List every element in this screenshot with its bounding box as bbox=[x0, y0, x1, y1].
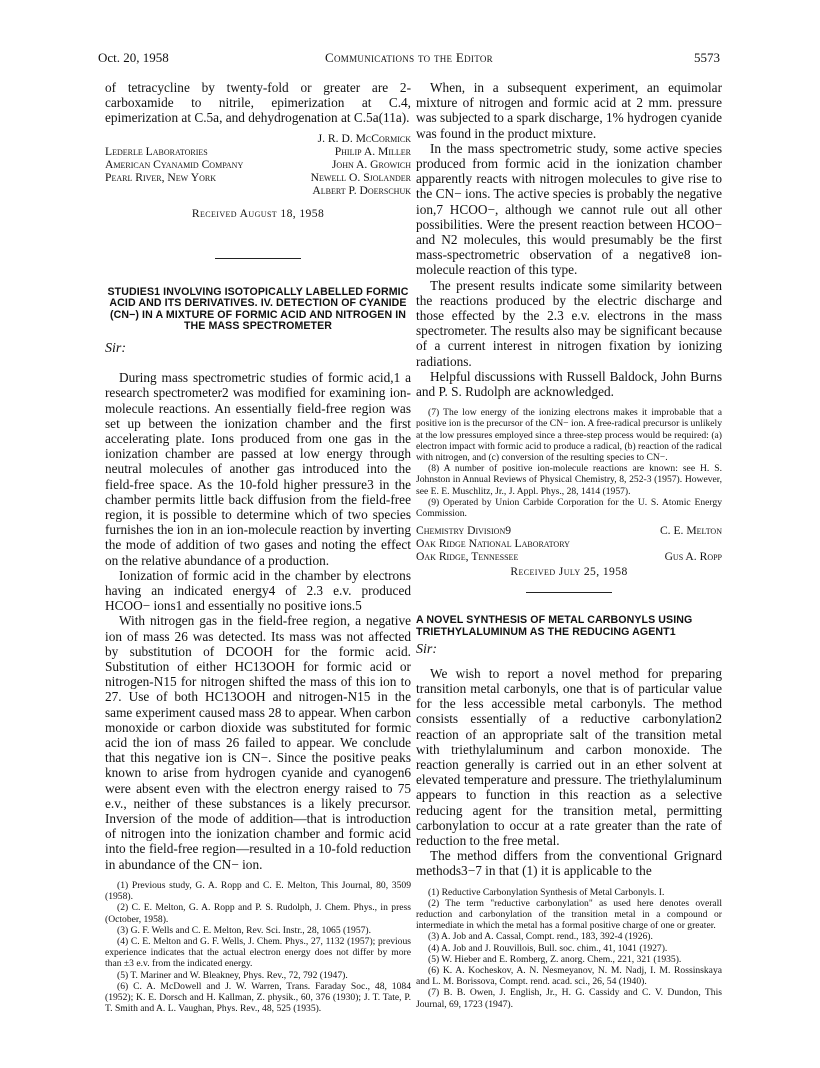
affiliation-line: Lederle Laboratories bbox=[105, 144, 208, 158]
footnote: (2) The term "reductive carbonylation" as used here denotes overall reduction and carbonylation of the transition metal in a compound or intermediate in which the metal has a formal positive charge of one or greater. bbox=[416, 897, 722, 932]
footnote: (2) C. E. Melton, G. A. Ropp and P. S. Rudolph, J. Chem. Phys., in press (October, 1958). bbox=[105, 902, 411, 925]
section-divider bbox=[526, 592, 612, 593]
left-column bbox=[105, 80, 411, 1014]
footnotes bbox=[416, 407, 722, 519]
author-name: J. R. D. McCormick bbox=[317, 131, 411, 145]
section-divider bbox=[215, 258, 301, 259]
footnote: (6) C. A. McDowell and J. W. Warren, Trans. Faraday Soc., 48, 1084 (1952); K. E. Dorsch and H. Kallman, Z. physik., 60, 376 (1930); J. T. Tate, P. T. Smith and A. L. Vaughan, Phys. Rev., 48, 525 (1935). bbox=[105, 980, 411, 1015]
affiliation-line: Pearl River, New York bbox=[105, 170, 216, 184]
body-paragraph: During mass spectrometric studies of formic acid,1 a research spectrometer2 was modified for examining ion-molecule reactions. An essentially field-free region was set up between the ionization chamber and the first accelerating plate. Ions produced from one gas in the ionization chamber are passed at low energy through neutral molecules of another gas introduced into the field-free space. As the 10-fold higher pressure3 in the chamber permits little back diffusion from the field-free region, it is possible to determine which of two species furnishes the ion in an ion-molecule reaction by inverting the mode of addition of two gases and noting the effect on the relative abundance of a production. bbox=[105, 370, 411, 568]
salutation: Sir: bbox=[105, 340, 126, 356]
body-paragraph: The method differs from the conventional Grignard methods3−7 in that (1) it is applicable to the bbox=[416, 848, 722, 879]
footnote: (4) A. Job and J. Rouvillois, Bull. soc. chim., 41, 1041 (1927). bbox=[428, 942, 668, 954]
footnote: (3) G. F. Wells and C. E. Melton, Rev. Sci. Instr., 28, 1065 (1957). bbox=[117, 924, 372, 936]
body-paragraph: In the mass spectrometric study, some active species produced from formic acid in the ionization chamber apparently reacts with nitrogen molecules to give rise to the CN− ions. The active species is probably the negative ion,7 HCOO−, although we cannot rule out all other possibilities. Were the present reaction between HCOO− and N2 molecules, this would presumably be the first mass-spectrometric observation of a negative8 ion-molecule reaction of this type. bbox=[416, 140, 722, 278]
affiliation-line: Chemistry Division9 bbox=[416, 524, 512, 538]
author-name: Albert P. Doerschuk bbox=[312, 183, 411, 197]
body-paragraph: Helpful discussions with Russell Baldock, John Burns and P. S. Rudolph are acknowledged. bbox=[416, 368, 722, 400]
body-paragraph: When, in a subsequent experiment, an equimolar mixture of nitrogen and formic acid at 2 mm. pressure was subjected to a spark discharge, 1% hydrogen cyanide was found in the product mixture. bbox=[416, 80, 722, 141]
received-date: Received August 18, 1958 bbox=[191, 206, 325, 220]
affiliation-line: Oak Ridge, Tennessee bbox=[416, 550, 519, 564]
body-paragraph: We wish to report a novel method for preparing transition metal carbonyls, one that is of particular value for the less accessible metal carbonyls. The method consists essentially of a reductive carbonylation2 reaction of an appropriate salt of the transition metal with triethylaluminum and carbon monoxide. The reaction generally is carried out in an ether solvent at elevated temperature and pressure. The triethylaluminum appears to function in this reaction as a selective reducing agent for the transition metal, permitting carbonylation to occur at a rate greater than the rate of reduction to the free metal. bbox=[416, 665, 722, 848]
footnote: (8) A number of positive ion-molecule reactions are known: see H. S. Johnston in Annual Reviews of Physical Chemistry, 8, 252-3 (1957). However, see E. E. Muschlitz, Jr., J. Appl. Phys., 28, 1414 (1957). bbox=[416, 463, 722, 497]
footnote: (9) Operated by Union Carbide Corporation for the U. S. Atomic Energy Commission. bbox=[416, 496, 722, 520]
salutation: Sir: bbox=[416, 642, 437, 658]
carry-paragraph: of tetracycline by twenty-fold or greater are 2-carboxamide to nitrile, epimerization at C.4, epimerization at C.5a, and dehydrogenation at C.5a(11a). bbox=[105, 80, 411, 126]
footnotes bbox=[105, 880, 411, 1014]
header-date: Oct. 20, 1958 bbox=[98, 50, 169, 65]
footnote: (7) B. B. Owen, J. English, Jr., H. G. Cassidy and C. V. Dundon, This Journal, 69, 1723 (1947). bbox=[416, 987, 722, 1010]
footnote: (5) T. Mariner and W. Bleakney, Phys. Rev., 72, 792 (1947). bbox=[117, 969, 348, 981]
received-date: Received July 25, 1958 bbox=[510, 565, 628, 579]
footnote: (1) Previous study, G. A. Ropp and C. E. Melton, This Journal, 80, 3509 (1958). bbox=[105, 879, 411, 903]
author-name: John A. Growich bbox=[331, 157, 411, 171]
page-header bbox=[98, 50, 720, 68]
affiliation-block bbox=[105, 132, 411, 197]
body-paragraph: The present results indicate some similarity between the reactions produced by the electric discharge and those effected by the 2.3 e.v. electrons in the mass spectrometer. The results also may be significant because of a current interest in nitrogen fixation by ionizing radiations. bbox=[416, 277, 722, 369]
header-page-number: 5573 bbox=[694, 50, 720, 65]
author-name: Gus A. Ropp bbox=[664, 550, 722, 564]
affiliation-line: Oak Ridge National Laboratory bbox=[416, 537, 570, 551]
author-name: Philip A. Miller bbox=[334, 144, 411, 158]
right-column bbox=[416, 80, 722, 1010]
header-section: Communications to the Editor bbox=[325, 50, 493, 65]
footnote: (6) K. A. Kocheskov, A. N. Nesmeyanov, N. M. Nadj, I. M. Rossinskaya and L. M. Borissova, Compt. rend. acad. sci., 26, 54 (1940). bbox=[416, 964, 722, 988]
footnotes bbox=[416, 887, 722, 1010]
body-paragraph: Ionization of formic acid in the chamber by electrons having an indicated energy4 of 2.3 e.v. produced HCOO− ions1 and essentially no positive ions.5 bbox=[105, 567, 411, 614]
footnote: (3) A. Job and A. Cassal, Compt. rend., 183, 392-4 (1926). bbox=[428, 931, 653, 943]
footnote: (1) Reductive Carbonylation Synthesis of Metal Carbonyls. I. bbox=[428, 886, 665, 898]
article-title: A NOVEL SYNTHESIS OF METAL CARBONYLS USING TRIETHYLALUMINUM AS THE REDUCING AGENT1 bbox=[416, 614, 693, 638]
article-title: STUDIES1 INVOLVING ISOTOPICALLY LABELLED FORMIC ACID AND ITS DERIVATIVES. IV. DETECTION OF CYANIDE (CN−) IN A MIXTURE OF FORMIC ACID AND NITROGEN IN THE MASS SPECTROMETER bbox=[107, 285, 409, 333]
author-name: C. E. Melton bbox=[659, 524, 722, 538]
affiliation-line: American Cyanamid Company bbox=[105, 157, 244, 171]
footnote: (5) W. Hieber and E. Romberg, Z. anorg. Chem., 221, 321 (1935). bbox=[428, 953, 682, 965]
affiliation-block bbox=[416, 524, 722, 563]
author-name: Newell O. Sjolander bbox=[310, 170, 411, 184]
footnote: (4) C. E. Melton and G. F. Wells, J. Chem. Phys., 27, 1132 (1957); previous experience indicates that the actual electron energy does not differ by more than ±3 e.v. from the indicated energy. bbox=[105, 935, 411, 970]
footnote: (7) The low energy of the ionizing electrons makes it improbable that a positive ion is the precursor of the CN− ion. A free-radical precursor is unlikely at the low pressures employed since a three-step process would be required: (a) electron impact with formic acid to produce a radical, (b) reaction of the radical with nitrogen, and (c) conversion of the resulting species to CN−. bbox=[416, 407, 722, 464]
body-paragraph: With nitrogen gas in the field-free region, a negative ion of mass 26 was detected. Its mass was not affected by substitution of DCOOH for the formic acid. Substitution of either HC13OOH for formic acid or nitrogen-N15 for nitrogen shifted the mass of this ion to 27. Use of both HC13OOH and nitrogen-N15 in the same experiment caused mass 28 to appear. When carbon monoxide or carbon dioxide was substituted for formic acid the ion of mass 26 failed to appear. We conclude that this negative ion is CN−. Since the positive peaks known to arise from hydrogen cyanide and cyanogen6 were absent even with the electron energy raised to 75 e.v., neither of these substances is a likely precursor. Inversion of the mode of addition—that is introduction of nitrogen into the ionization chamber and formic acid into the field-free region—resulted in a 10-fold reduction in abundance of the CN− ion. bbox=[105, 613, 411, 872]
